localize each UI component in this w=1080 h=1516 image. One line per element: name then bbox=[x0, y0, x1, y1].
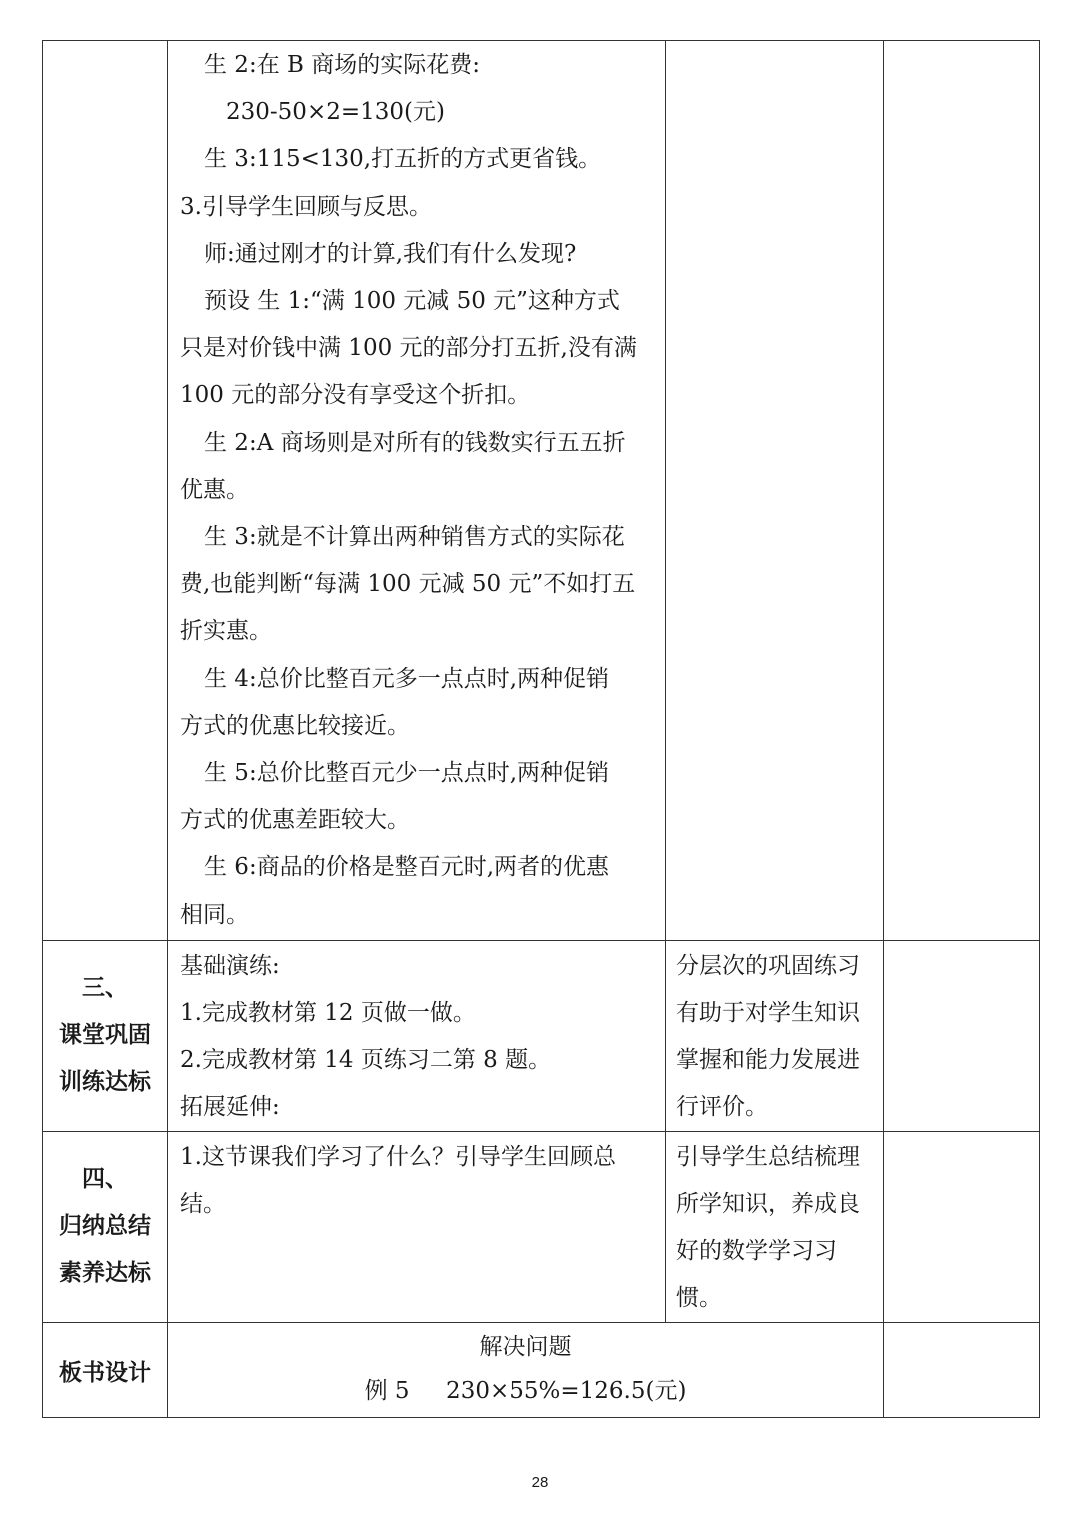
stage-title: 训练达标 bbox=[59, 1069, 151, 1095]
table-row-consolidate bbox=[43, 941, 1040, 1132]
notes-cell-empty bbox=[884, 1132, 1040, 1323]
note-line: 引导学生总结梳理 bbox=[676, 1144, 860, 1170]
note-line: 好的数学学习习 bbox=[676, 1238, 837, 1264]
content-line: 生 4:总价比整百元多一点点时,两种促销 bbox=[204, 665, 610, 692]
note-line: 掌握和能力发展进 bbox=[676, 1047, 860, 1073]
note-line: 行评价。 bbox=[676, 1094, 768, 1120]
content-line: 拓展延伸: bbox=[180, 1094, 280, 1120]
stage-cell bbox=[43, 941, 168, 1132]
content-line: 100 元的部分没有享受这个折扣。 bbox=[180, 382, 531, 409]
content-line: 预设 生 1:“满 100 元减 50 元”这种方式 bbox=[204, 288, 620, 315]
content-line: 生 2:A 商场则是对所有的钱数实行五五折 bbox=[204, 429, 626, 456]
content-line: 2.完成教材第 14 页练习二第 8 题。 bbox=[180, 1047, 552, 1073]
board-design-content bbox=[168, 1323, 884, 1418]
notes-cell-empty bbox=[884, 941, 1040, 1132]
content-line: 生 6:商品的价格是整百元时,两者的优惠 bbox=[204, 854, 610, 881]
content-line: 生 3:115<130,打五折的方式更省钱。 bbox=[204, 146, 602, 173]
notes-cell-empty bbox=[884, 41, 1040, 941]
stage-number: 三、 bbox=[82, 975, 128, 1001]
content-line: 3.引导学生回顾与反思。 bbox=[180, 193, 432, 220]
content-line: 生 3:就是不计算出两种销售方式的实际花 bbox=[204, 524, 625, 551]
stage-cell-empty bbox=[43, 41, 168, 941]
table-row-summary bbox=[43, 1132, 1040, 1323]
note-line: 惯。 bbox=[676, 1285, 722, 1311]
table-row-continued bbox=[43, 41, 1040, 941]
content-line: 相同。 bbox=[180, 901, 249, 928]
content-line: 生 5:总价比整百元少一点点时,两种促销 bbox=[204, 760, 610, 787]
content-line: 只是对价钱中满 100 元的部分打五折,没有满 bbox=[180, 335, 637, 362]
note-line: 所学知识，养成良 bbox=[676, 1191, 860, 1217]
content-line: 折实惠。 bbox=[180, 618, 272, 645]
board-example: 例 5 230×55%=126.5(元) bbox=[364, 1378, 687, 1404]
page-number: 28 bbox=[531, 1474, 549, 1491]
content-cell bbox=[168, 1132, 666, 1323]
content-line: 方式的优惠比较接近。 bbox=[180, 712, 410, 739]
design-intent-cell bbox=[666, 941, 884, 1132]
stage-title: 课堂巩固 bbox=[59, 1022, 151, 1048]
stage-number: 四、 bbox=[82, 1166, 128, 1192]
board-title: 解决问题 bbox=[479, 1334, 572, 1360]
content-line: 优惠。 bbox=[180, 476, 249, 503]
lesson-plan-table bbox=[42, 40, 1040, 1418]
content-cell bbox=[168, 41, 666, 941]
table-row-board-design bbox=[43, 1323, 1040, 1418]
content-cell bbox=[168, 941, 666, 1132]
stage-title: 归纳总结 bbox=[59, 1213, 151, 1239]
design-intent-cell bbox=[666, 1132, 884, 1323]
content-line: 1.完成教材第 12 页做一做。 bbox=[180, 1000, 476, 1026]
content-line: 230-50×2=130(元) bbox=[226, 99, 445, 126]
content-line: 1.这节课我们学习了什么？引导学生回顾总 bbox=[180, 1144, 616, 1170]
notes-cell-empty bbox=[884, 1323, 1040, 1418]
content-line: 结。 bbox=[180, 1191, 226, 1217]
board-design-label: 板书设计 bbox=[43, 1323, 168, 1418]
content-line: 基础演练: bbox=[180, 953, 280, 979]
content-line: 费,也能判断“每满 100 元减 50 元”不如打五 bbox=[180, 571, 636, 598]
content-line: 方式的优惠差距较大。 bbox=[180, 807, 410, 834]
note-line: 分层次的巩固练习 bbox=[676, 953, 860, 979]
stage-cell bbox=[43, 1132, 168, 1323]
design-intent-cell-empty bbox=[666, 41, 884, 941]
content-line: 师:通过刚才的计算,我们有什么发现? bbox=[204, 240, 577, 267]
note-line: 有助于对学生知识 bbox=[676, 1000, 860, 1026]
content-line: 生 2:在 B 商场的实际花费: bbox=[204, 52, 480, 78]
stage-title: 素养达标 bbox=[59, 1260, 151, 1286]
